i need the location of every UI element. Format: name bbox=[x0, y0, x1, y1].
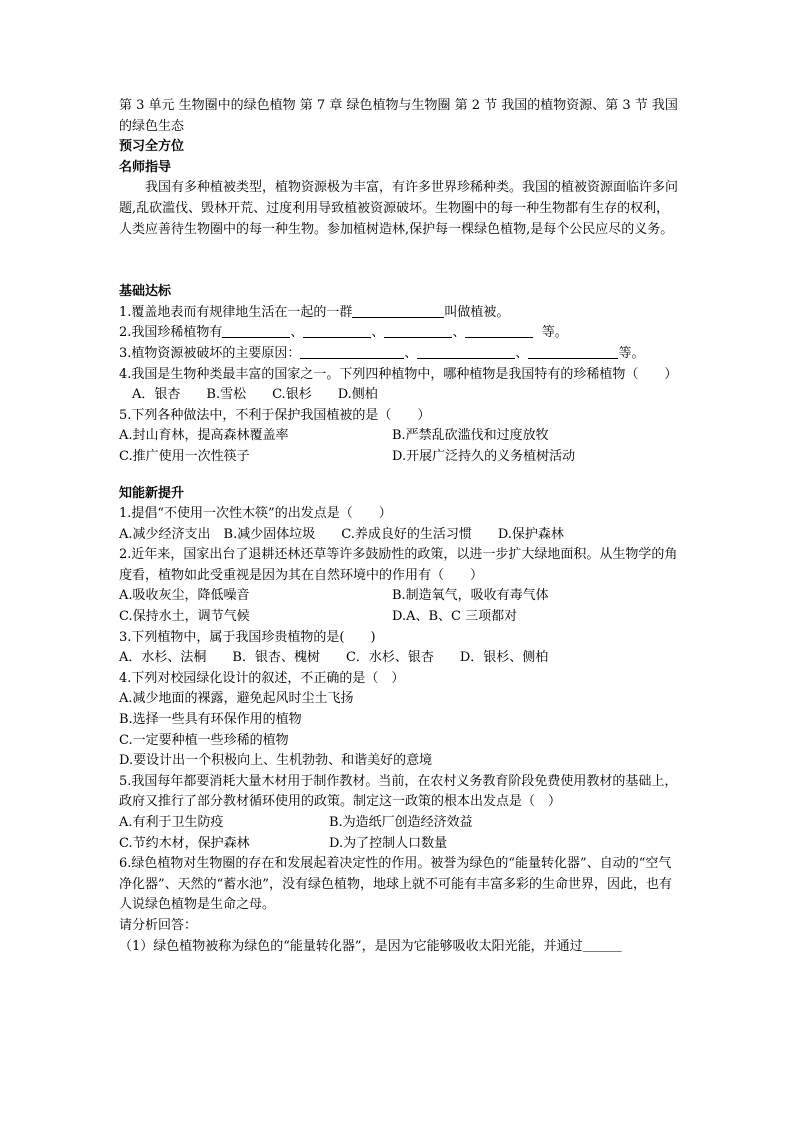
answer-blank[interactable] bbox=[352, 304, 444, 318]
option-b: B.为造纸厂创造经济效益 bbox=[329, 815, 473, 830]
subheading-teacher-guide: 名师指导 bbox=[119, 159, 172, 175]
basic-q5-options-row1 bbox=[119, 426, 679, 447]
section-heading-preview: 预习全方位 bbox=[119, 139, 185, 155]
option-b: B.严禁乱砍滥伐和过度放牧 bbox=[392, 428, 549, 444]
separator: 、 bbox=[371, 325, 385, 341]
option-b: B.制造氧气，吸收有毒气体 bbox=[392, 588, 549, 604]
answer-blank[interactable] bbox=[300, 345, 404, 359]
basic-q1-text: 1.覆盖地表而有规律地生活在一起的一群 bbox=[119, 304, 353, 320]
basic-q5-options-row2 bbox=[119, 447, 679, 468]
guide-paragraph: 我国有多种植被类型，植物资源极为丰富，有许多世界珍稀种类。我国的植被资源面临许多问题,乱砍滥伐、毁林开荒、过度利用导致植被资源破坏。生物圈中的每一种生物都有生存的权利，人类应善待生物圈中的每一种生物。参加植树造林,保护每一棵绿色植物,是每个公民应尽的义务。 bbox=[119, 180, 679, 237]
basic-question-2 bbox=[119, 323, 679, 344]
lesson-title: 第 3 单元 生物圈中的绿色植物 第 7 章 绿色植物与生物圈 第 2 节 我国的植物资源、第 3 节 我国的绿色生态 bbox=[119, 98, 678, 134]
option-c: C.保持水土，调节气候 bbox=[119, 609, 250, 625]
improve-question-2: 2.近年来，国家出台了退耕还林还草等许多鼓励性的政策，以进一步扩大绿地面积。从生物学的角度看，植物如此受重视是因为其在自然环境中的作用有（ ） bbox=[119, 547, 678, 583]
basic-q3-tail: 等。 bbox=[618, 345, 645, 361]
basic-question-4: 4.我国是生物种类最丰富的国家之一。下列四种植物中，哪种植物是我国特有的珍稀植物（ ） bbox=[119, 366, 678, 382]
answer-blank[interactable] bbox=[465, 324, 533, 338]
improve-question-5: 5.我国每年都要消耗大量木材用于制作教材。当前，在农村义务教育阶段免费使用教材的基础上，政府又推行了部分教材循环使用的政策。制定这一政策的根本出发点是（ ） bbox=[119, 773, 678, 810]
improve-q5-options-row1 bbox=[119, 813, 679, 834]
improve-question-3: 3.下列植物中，属于我国珍贵植物的是( ) bbox=[119, 629, 376, 645]
option-d: D.A、B、C 三项都对 bbox=[392, 609, 518, 625]
improve-q3-options: A．水杉、法桐 B．银杏、槐树 C．水杉、银杏 D．银杉、侧柏 bbox=[119, 650, 549, 666]
section-heading-basic: 基础达标 bbox=[119, 284, 172, 300]
spacer bbox=[119, 240, 679, 282]
spacer bbox=[119, 468, 679, 484]
option-c: C.节约木材，保护森林 bbox=[119, 835, 250, 851]
option-a: A.减少地面的裸露，避免起风时尘土飞扬 bbox=[119, 691, 354, 707]
improve-question-6: 6.绿色植物对生物圈的存在和发展起着决定性的作用。被誉为绿色的“能量转化器”、自动的“空气净化器”、天然的“蓄水池”，没有绿色植物，地球上就不可能有丰富多彩的生命世界，因此，也有人说绿色植物是生命之母。 bbox=[119, 856, 672, 913]
separator: 、 bbox=[290, 325, 304, 341]
basic-q4-options: A．银杏 B.雪松 C.银杉 D.侧柏 bbox=[132, 387, 378, 403]
improve-q6-subquestion-1: （1）绿色植物被称为绿色的“能量转化器”，是因为它能够吸收太阳光能，并通过＿＿＿ bbox=[119, 938, 622, 954]
basic-question-3 bbox=[119, 344, 679, 365]
basic-question-1 bbox=[119, 303, 679, 324]
option-d: D.要设计出一个积极向上、生机勃勃、和谐美好的意境 bbox=[119, 753, 433, 769]
improve-q2-options-row2 bbox=[119, 607, 679, 628]
improve-q5-options-row2 bbox=[119, 834, 679, 855]
basic-question-5: 5.下列各种做法中，不利于保护我国植被的是（ ） bbox=[119, 407, 431, 423]
basic-q2-tail: 等。 bbox=[541, 325, 568, 341]
improve-q6-prompt: 请分析回答： bbox=[119, 917, 198, 933]
option-c: C.推广使用一次性筷子 bbox=[119, 448, 250, 464]
basic-q2-text: 2.我国珍稀植物有 bbox=[119, 325, 223, 341]
option-a: A.有利于卫生防疫 bbox=[119, 815, 224, 830]
option-a: A.封山育林，提高森林覆盖率 bbox=[119, 428, 289, 444]
answer-blank[interactable] bbox=[528, 345, 618, 359]
improve-question-1: 1.提倡“不使用一次性木筷”的出发点是（ ） bbox=[119, 506, 392, 522]
answer-blank[interactable] bbox=[222, 324, 290, 338]
option-d: D.开展广泛持久的义务植树活动 bbox=[392, 448, 576, 464]
basic-q1-tail: 叫做植被。 bbox=[444, 304, 510, 320]
section-heading-improve: 知能新提升 bbox=[119, 485, 185, 501]
basic-q3-text: 3.植物资源被破坏的主要原因： bbox=[119, 345, 301, 361]
option-b: B.选择一些具有环保作用的植物 bbox=[119, 712, 302, 728]
improve-q2-options-row1 bbox=[119, 586, 679, 607]
improve-question-4: 4.下列对校园绿化设计的叙述，不正确的是（ ） bbox=[119, 670, 405, 686]
separator: 、 bbox=[515, 345, 529, 361]
separator: 、 bbox=[452, 325, 466, 341]
answer-blank[interactable] bbox=[303, 324, 371, 338]
worksheet-page bbox=[119, 96, 679, 957]
option-a: A.吸收灰尘，降低噪音 bbox=[119, 588, 250, 604]
option-d: D.为了控制人口数量 bbox=[329, 835, 448, 851]
answer-blank[interactable] bbox=[417, 345, 515, 359]
option-c: C.一定要种植一些珍稀的植物 bbox=[119, 732, 289, 748]
answer-blank[interactable] bbox=[384, 324, 452, 338]
separator: 、 bbox=[404, 345, 418, 361]
improve-q1-options: A.减少经济支出 B.减少固体垃圾 C.养成良好的生活习惯 D.保护森林 bbox=[119, 526, 564, 542]
